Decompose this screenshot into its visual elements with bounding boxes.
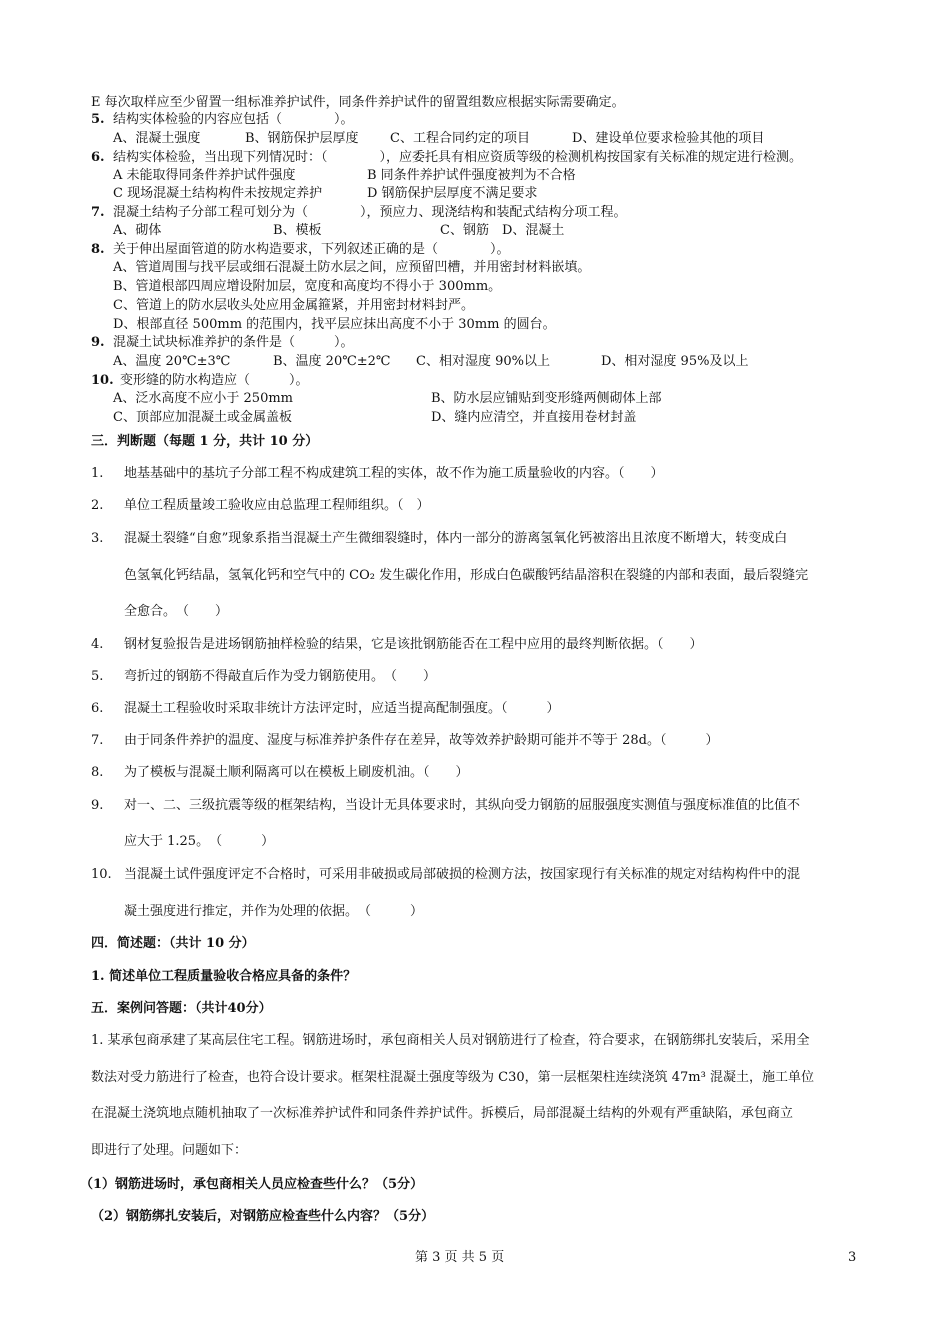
judge-1-number: 1. [91, 466, 104, 481]
q5-number: 5. [91, 112, 105, 127]
q8-stem: 关于伸出屋面管道的防水构造要求，下列叙述正确的是（ ）。 [113, 242, 510, 257]
case-subquestion-2: （2）钢筋绑扎安装后，对钢筋应检查些什么内容？（5分） [91, 1209, 435, 1224]
q5-option-d: D、建设单位要求检验其他的项目 [572, 131, 765, 146]
page-footer-text: 第 3 页 共 5 页 [415, 1250, 505, 1265]
q5-option-c: C、工程合同约定的项目 [390, 131, 530, 146]
judge-9-text-line1: 对一、二、三级抗震等级的框架结构，当设计无具体要求时，其纵向受力钢筋的屈服强度实测值与强度标准值的比值不 [124, 798, 801, 813]
case-subquestion-1: （1）钢筋进场时，承包商相关人员应检查些什么？（5分） [80, 1177, 424, 1192]
q7-option-a: A、砌体 [113, 223, 162, 238]
q8-option-d: D、根部直径 500mm 的范围内，找平层应抹出高度不小于 30mm 的圆台。 [113, 317, 556, 332]
case-text-line1: 1. 某承包商承建了某高层住宅工程。钢筋进场时，承包商相关人员对钢筋进行了检查，符合要求，在钢筋绑扎安装后，采用全 [91, 1033, 810, 1048]
judge-10-text-line2: 凝土强度进行推定，并作为处理的依据。 （ ） [124, 904, 424, 919]
section4-question-1: 1. 简述单位工程质量验收合格应具备的条件？ [91, 969, 357, 984]
judge-9-text-line2: 应大于 1.25。 （ ） [124, 834, 275, 849]
case-text-line2: 数法对受力筋进行了检查，也符合设计要求。框架柱混凝土强度等级为 C30，第一层框架柱连续浇筑 47m³ 混凝土，施工单位 [91, 1070, 814, 1085]
q9-option-a: A、温度 20℃±3℃ [113, 354, 231, 369]
judge-10-text-line1: 当混凝土试件强度评定不合格时，可采用非破损或局部破损的检测方法，按国家现行有关标准的规定对结构构件中的混 [124, 867, 801, 882]
q8-option-c: C、管道上的防水层收头处应用金属箍紧，并用密封材料封严。 [113, 298, 474, 313]
judge-7-text: 由于同条件养护的温度、湿度与标准养护条件存在差异，故等效养护龄期可能并不等于 28d。（ ） [124, 733, 719, 748]
judge-9-number: 9. [91, 798, 104, 813]
q9-number: 9. [91, 335, 105, 350]
page-number: 3 [848, 1250, 857, 1265]
q6-option-b: B 同条件养护试件强度被判为不合格 [367, 168, 576, 183]
q10-option-b: B、防水层应铺贴到变形缝两侧砌体上部 [431, 391, 662, 406]
q7-stem: 混凝土结构子分部工程可划分为（ ），预应力、现浇结构和装配式结构分项工程。 [113, 205, 627, 220]
case-text-line3: 在混凝土浇筑地点随机抽取了一次标准养护试件和同条件养护试件。拆模后，局部混凝土结构的外观有严重缺陷，承包商立 [91, 1106, 794, 1121]
q6-option-a: A 未能取得同条件养护试件强度 [113, 168, 296, 183]
judge-3-text-line2: 色氢氧化钙结晶，氢氧化钙和空气中的 CO₂ 发生碳化作用，形成白色碳酸钙结晶溶积在裂缝的内部和表面，最后裂缝完 [124, 568, 809, 583]
q10-option-c: C、顶部应加混凝土或金属盖板 [113, 410, 292, 425]
judge-6-number: 6. [91, 701, 104, 716]
judge-3-number: 3. [91, 531, 104, 546]
option-line-e: E 每次取样应至少留置一组标准养护试件，同条件养护试件的留置组数应根据实际需要确定。 [91, 95, 625, 110]
q8-option-b: B、管道根部四周应增设附加层，宽度和高度均不得小于 300mm。 [113, 279, 502, 294]
q9-option-b: B、温度 20℃±2℃ [273, 354, 391, 369]
q7-option-d: D、混凝土 [502, 223, 565, 238]
judge-2-number: 2. [91, 498, 104, 513]
q9-option-c: C、相对湿度 90%以上 [416, 354, 550, 369]
q9-option-d: D、相对湿度 95%及以上 [601, 354, 749, 369]
q10-option-d: D、缝内应清空，并直接用卷材封盖 [431, 410, 637, 425]
judge-3-text-line3: 全愈合。 （ ） [124, 604, 229, 619]
q10-number: 10. [91, 373, 114, 388]
q7-option-b: B、模板 [273, 223, 322, 238]
judge-5-number: 5. [91, 669, 104, 684]
judge-2-text: 单位工程质量竣工验收应由总监理工程师组织。（ ） [124, 498, 430, 513]
section4-title: 四．简述题：（共计 10 分） [91, 936, 255, 951]
judge-7-number: 7. [91, 733, 104, 748]
judge-8-number: 8. [91, 765, 104, 780]
judge-6-text: 混凝土工程验收时采取非统计方法评定时，应适当提高配制强度。（ ） [124, 701, 560, 716]
judge-10-number: 10. [91, 867, 112, 882]
q7-option-c: C、钢筋 [440, 223, 489, 238]
q5-option-b: B、钢筋保护层厚度 [245, 131, 359, 146]
judge-4-number: 4. [91, 637, 104, 652]
section3-title: 三．判断题（每题 1 分，共计 10 分） [91, 434, 319, 449]
q5-stem: 结构实体检验的内容应包括（ ）。 [113, 112, 354, 127]
q5-option-a: A、混凝土强度 [113, 131, 201, 146]
q10-option-a: A、泛水高度不应小于 250mm [113, 391, 293, 406]
judge-4-text: 钢材复验报告是进场钢筋抽样检验的结果，它是该批钢筋能否在工程中应用的最终判断依据。（ ） [124, 637, 703, 652]
q7-number: 7. [91, 205, 105, 220]
q6-option-c: C 现场混凝土结构构件未按规定养护 [113, 186, 323, 201]
case-text-line4: 即进行了处理。问题如下： [91, 1143, 248, 1158]
section5-title: 五．案例问答题：（共计40分） [91, 1001, 272, 1016]
q8-option-a: A、管道周围与找平层或细石混凝土防水层之间，应预留凹槽，并用密封材料嵌填。 [113, 260, 591, 275]
judge-8-text: 为了模板与混凝土顺利隔离可以在模板上刷废机油。（ ） [124, 765, 469, 780]
q6-number: 6. [91, 150, 105, 165]
q10-stem: 变形缝的防水构造应（ ）。 [120, 373, 309, 388]
judge-3-text-line1: 混凝土裂缝“自愈”现象系指当混凝土产生微细裂缝时，体内一部分的游离氢氧化钙被溶出且浓度不断增大，转变成白 [124, 531, 788, 546]
judge-1-text: 地基基础中的基坑子分部工程不构成建筑工程的实体，故不作为施工质量验收的内容。（ ） [124, 466, 664, 481]
q9-stem: 混凝土试块标准养护的条件是（ ）。 [113, 335, 354, 350]
q6-option-d: D 钢筋保护层厚度不满足要求 [367, 186, 538, 201]
judge-5-text: 弯折过的钢筋不得敲直后作为受力钢筋使用。 （ ） [124, 669, 437, 684]
q6-stem: 结构实体检验，当出现下列情况时：（ ），应委托具有相应资质等级的检测机构按国家有关标准的规定进行检测。 [113, 150, 803, 165]
q8-number: 8. [91, 242, 105, 257]
